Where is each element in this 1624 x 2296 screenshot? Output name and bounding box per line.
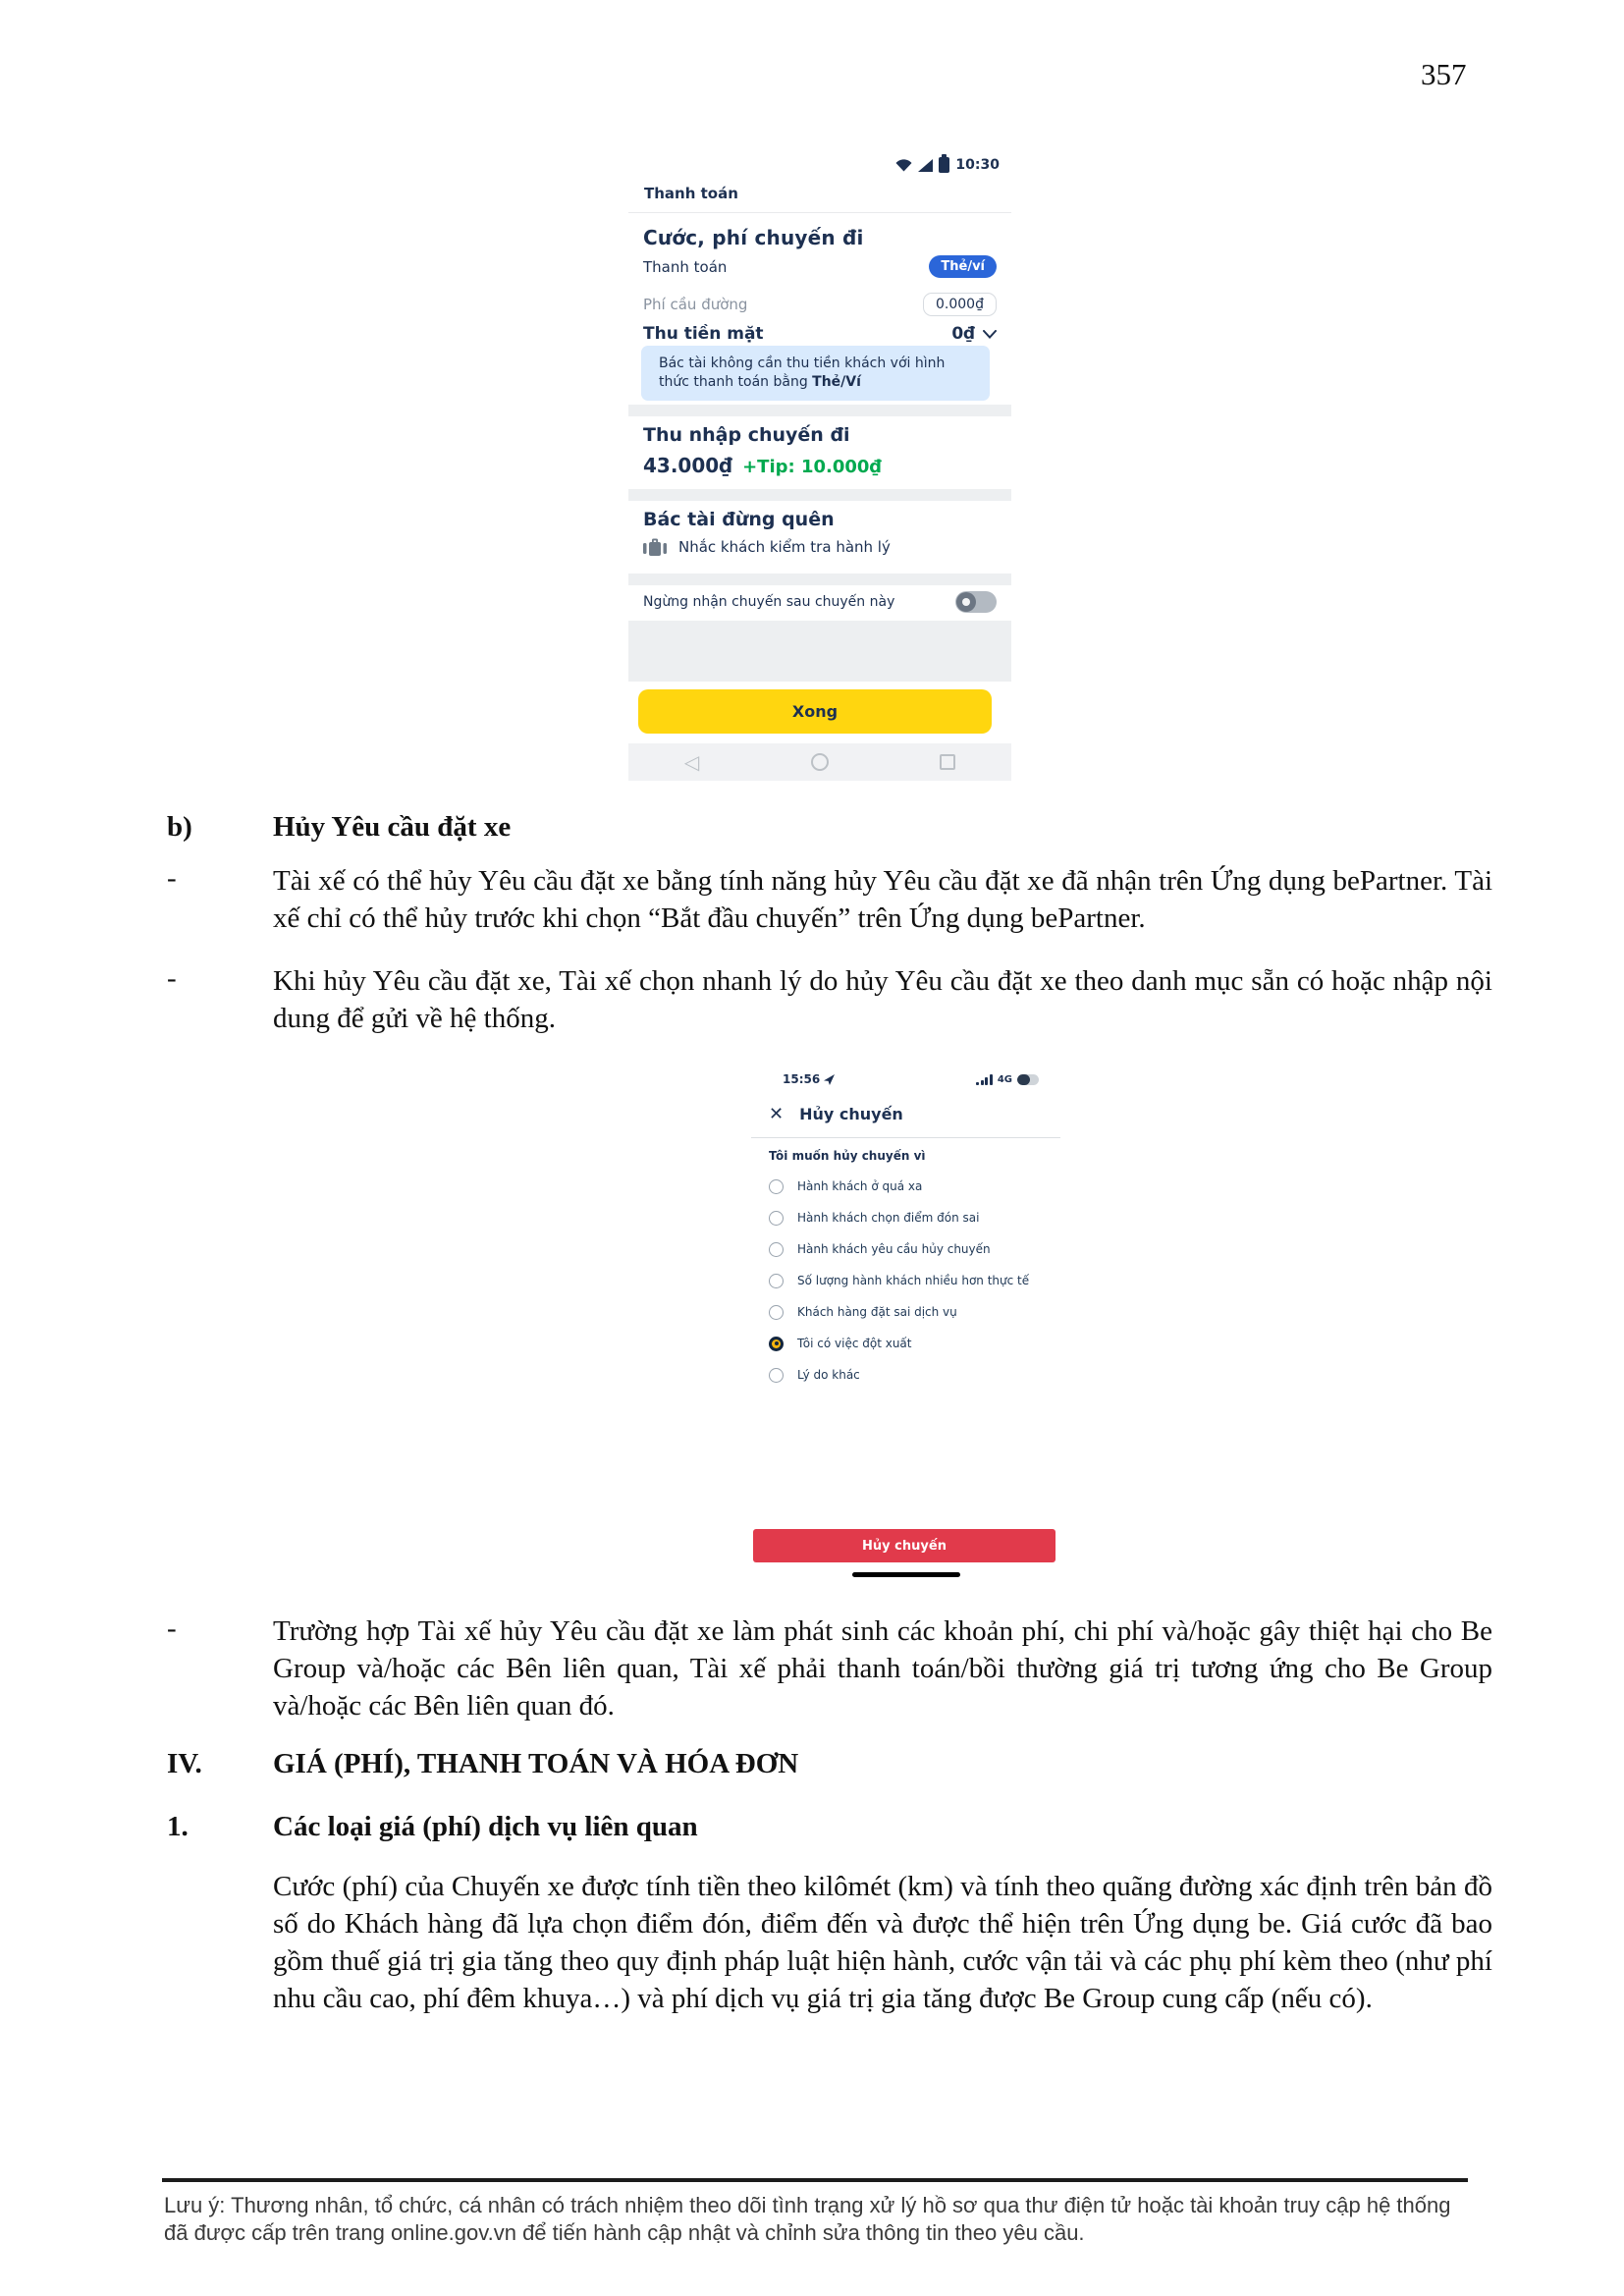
section-b-title: Hủy Yêu cầu đặt xe (273, 811, 512, 843)
cash-collect-value: 0₫ (951, 324, 975, 344)
cancel-reason-option-selected[interactable] (769, 1328, 1051, 1359)
footer-rule (162, 2178, 1468, 2182)
radio-icon (769, 1305, 784, 1320)
page-number: 357 (1421, 57, 1467, 91)
bullet-item (167, 862, 1492, 937)
reminder-text: Nhắc khách kiểm tra hành lý (678, 538, 891, 556)
bullet-item (167, 962, 1492, 1037)
bullet-marker: - (167, 1613, 177, 1644)
cancel-reason-option[interactable] (769, 1202, 1051, 1233)
chevron-down-icon (983, 330, 997, 339)
spacer-block (628, 621, 1011, 682)
cancel-reason-option[interactable] (769, 1265, 1051, 1296)
android-nav-bar (628, 743, 1011, 781)
toll-fee-row (643, 293, 997, 316)
cancel-trip-button[interactable]: Hủy chuyến (753, 1529, 1056, 1562)
option-label: Khách hàng đặt sai dịch vụ (797, 1305, 957, 1319)
wifi-icon (895, 159, 912, 172)
status-bar (783, 1072, 1039, 1086)
cancel-reason-option[interactable] (769, 1296, 1051, 1328)
reminder-row (643, 538, 891, 556)
status-time-text: 15:56 (783, 1072, 821, 1086)
cash-collect-dropdown[interactable] (951, 324, 997, 344)
bullet-item (167, 1613, 1492, 1724)
pricing-paragraph: Cước (phí) của Chuyến xe được tính tiền theo kilômét (km) và tính theo quãng đường xác định trên bản đồ số do Khách hàng đã lựa chọn điểm đón, điểm đến và được thể hiện trên Ứng dụng be. Giá cước đã bao gồm thuế giá trị gia tăng theo quy định pháp luật hiện hành, cước vận tải và các phụ phí kèm theo (như phí nhu cầu cao, phí đêm khuya…) và phí dịch vụ giá trị gia tăng được Be Group cung cấp (nếu có). (273, 1871, 1492, 2014)
cancel-reason-option[interactable] (769, 1233, 1051, 1265)
reminder-heading: Bác tài đừng quên (643, 509, 835, 530)
option-label: Tôi có việc đột xuất (797, 1337, 912, 1350)
income-heading: Thu nhập chuyến đi (643, 424, 850, 446)
payment-method-row (643, 255, 997, 278)
battery-icon (1017, 1074, 1039, 1085)
section-iv-heading-row (167, 1748, 1492, 1780)
nav-recent-icon[interactable] (940, 754, 955, 770)
nav-home-icon[interactable] (811, 753, 829, 771)
cash-collect-label: Thu tiền mặt (643, 324, 764, 344)
payment-note-text: Bác tài không cần thu tiền khách với hình thức thanh toán bằng (659, 355, 946, 390)
divider (628, 212, 1011, 213)
toll-fee-label: Phí cầu đường (643, 296, 748, 313)
option-label: Số lượng hành khách nhiều hơn thực tế (797, 1274, 1030, 1287)
section-1-title: Các loại giá (phí) dịch vụ liên quan (273, 1811, 698, 1842)
payment-note (641, 346, 990, 401)
bullet-text: Trường hợp Tài xế hủy Yêu cầu đặt xe làm phát sinh các khoản phí, chi phí và/hoặc gây thiệt hại cho Be Group và/hoặc các Bên liên quan, Tài xế phải thanh toán/bồi thường giá trị tương ứng cho Be Group và/hoặc các Bên liên quan đó. (273, 1615, 1492, 1722)
cancel-header (769, 1104, 903, 1124)
cellular-bars-icon (976, 1074, 993, 1085)
radio-icon (769, 1179, 784, 1194)
option-label: Hành khách ở quá xa (797, 1179, 923, 1193)
option-label: Hành khách chọn điểm đón sai (797, 1211, 980, 1225)
option-label: Lý do khác (797, 1368, 860, 1382)
radio-icon (769, 1274, 784, 1288)
cancel-reason-list (769, 1171, 1051, 1391)
section-iv-marker: IV. (167, 1748, 202, 1779)
signal-icon (918, 159, 933, 172)
pricing-paragraph-row (167, 1868, 1492, 2017)
option-label: Hành khách yêu cầu hủy chuyến (797, 1242, 991, 1256)
cancel-reason-option[interactable] (769, 1171, 1051, 1202)
section-divider (628, 574, 1011, 585)
status-right (976, 1074, 1039, 1085)
radio-selected-icon (769, 1337, 784, 1351)
section-b-heading-row (167, 811, 1492, 844)
cash-collect-row (643, 324, 997, 344)
network-label: 4G (997, 1073, 1012, 1085)
luggage-icon (643, 538, 667, 556)
divider (751, 1137, 1060, 1138)
toggle-knob (956, 592, 976, 612)
radio-icon (769, 1368, 784, 1383)
status-time: 10:30 (955, 157, 1000, 173)
location-arrow-icon (824, 1074, 835, 1085)
footer-note: Lưu ý: Thương nhân, tổ chức, cá nhân có trách nhiệm theo dõi tình trạng xử lý hồ sơ qua thư điện tử hoặc tài khoản truy cập hệ thống đã được cấp trên trang online.gov.vn để tiến hành cập nhật và chỉnh sửa thông tin theo yêu cầu. (164, 2193, 1451, 2245)
done-button[interactable]: Xong (638, 689, 992, 734)
trip-income-amount: 43.000₫ (643, 454, 733, 477)
tip-amount: +Tip: 10.000₫ (742, 457, 882, 477)
bullet-text: Tài xế có thể hủy Yêu cầu đặt xe bằng tính năng hủy Yêu cầu đặt xe đã nhận trên Ứng dụng bePartner. Tài xế chỉ có thể hủy trước khi chọn “Bắt đầu chuyến” trên Ứng dụng bePartner. (273, 865, 1492, 934)
cancel-prompt: Tôi muốn hủy chuyến vì (769, 1149, 926, 1163)
status-bar (895, 157, 1000, 173)
payment-note-bold: Thẻ/Ví (812, 374, 861, 390)
toll-fee-input[interactable]: 0.000₫ (923, 293, 997, 316)
screen-title: Thanh toán (644, 185, 738, 202)
income-amount-row (643, 454, 882, 477)
section-b-marker: b) (167, 811, 192, 843)
section-iv-title: GIÁ (PHÍ), THANH TOÁN VÀ HÓA ĐƠN (273, 1748, 799, 1779)
close-icon[interactable]: ✕ (769, 1104, 785, 1124)
phone-screenshot-cancel-trip (751, 1061, 1060, 1611)
payment-method-chip[interactable]: Thẻ/ví (929, 255, 997, 278)
payment-method-label: Thanh toán (643, 257, 728, 276)
stop-trips-row (643, 591, 997, 613)
bullet-marker: - (167, 962, 177, 994)
radio-icon (769, 1242, 784, 1257)
section-1-marker: 1. (167, 1811, 189, 1842)
section-divider (628, 489, 1011, 501)
nav-back-icon[interactable]: ◁ (683, 750, 700, 774)
fees-heading: Cước, phí chuyến đi (643, 226, 864, 249)
stop-trips-label: Ngừng nhận chuyến sau chuyến này (643, 594, 895, 610)
status-time (783, 1072, 835, 1086)
section-divider (628, 405, 1011, 416)
battery-icon (939, 157, 949, 173)
cancel-reason-option[interactable] (769, 1359, 1051, 1391)
section-1-heading-row (167, 1811, 1492, 1843)
home-indicator (852, 1572, 960, 1577)
bullet-text: Khi hủy Yêu cầu đặt xe, Tài xế chọn nhanh lý do hủy Yêu cầu đặt xe theo danh mục sẵn có hoặc nhập nội dung để gửi về hệ thống. (273, 965, 1492, 1034)
phone-screenshot-payment (628, 147, 1011, 781)
screen-title: Hủy chuyến (799, 1105, 903, 1123)
bullet-marker: - (167, 862, 177, 894)
stop-trips-toggle[interactable] (955, 591, 997, 613)
radio-icon (769, 1211, 784, 1226)
